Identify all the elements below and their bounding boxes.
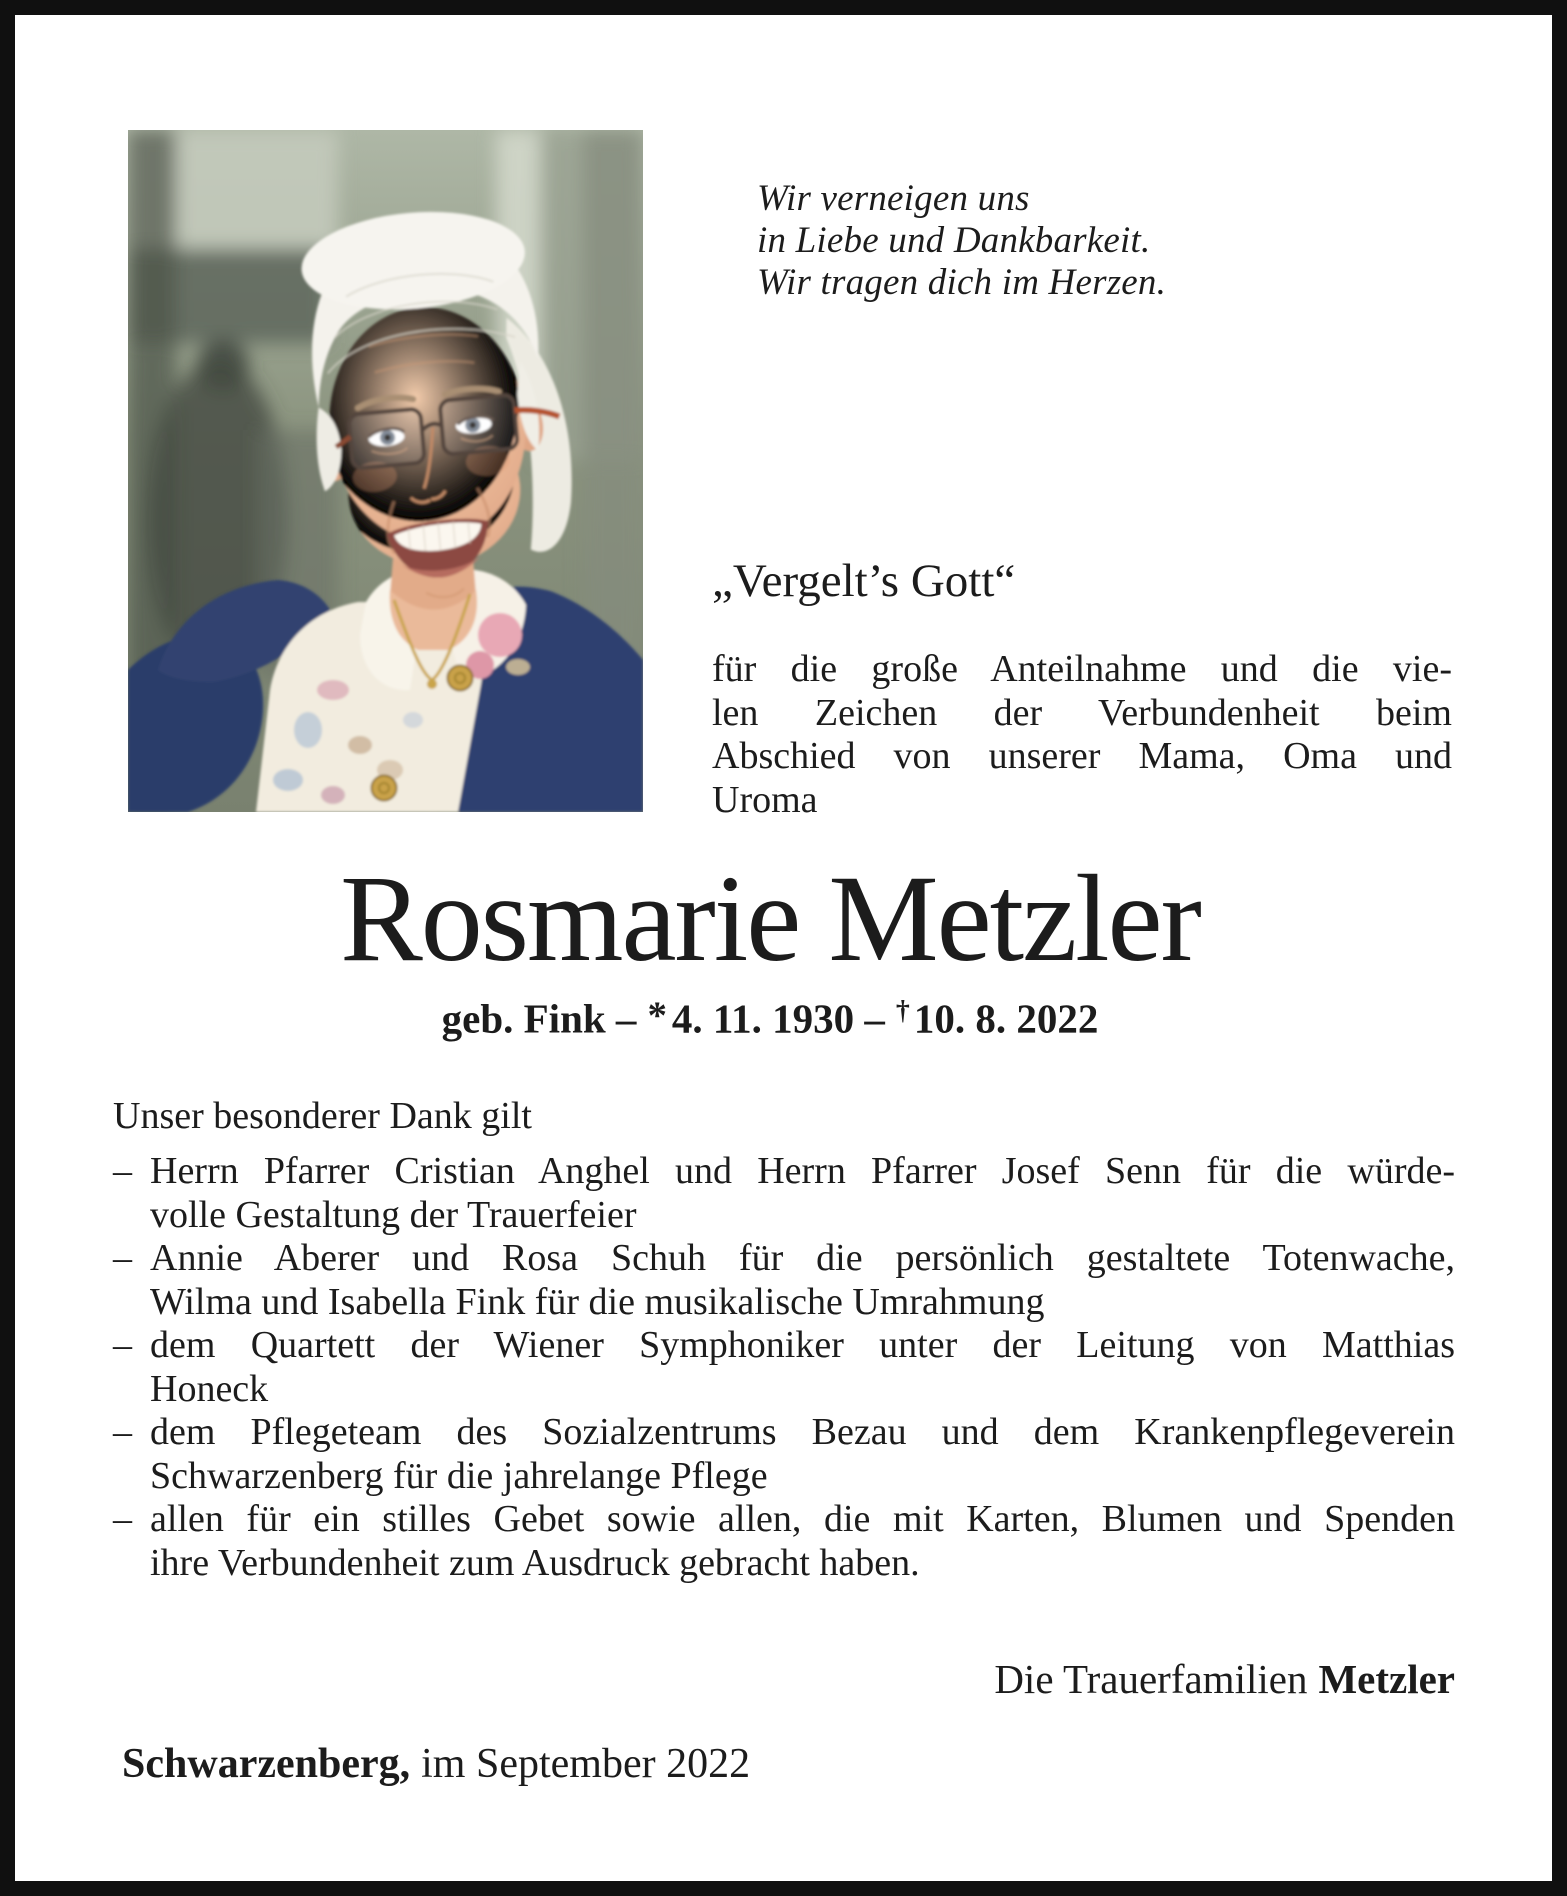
list-item bbox=[113, 1150, 1455, 1237]
dash-bullet: – bbox=[113, 1324, 132, 1366]
closing-signature bbox=[700, 1656, 1455, 1702]
birth-prefix: geb. Fink – bbox=[441, 995, 637, 1042]
birth-star-symbol: * bbox=[647, 994, 667, 1038]
list-item bbox=[113, 1324, 1455, 1411]
deceased-name: Rosmarie Metzler bbox=[340, 850, 1200, 987]
item-line: Annie Aberer und Rosa Schuh für die persönlich gestaltete Totenwache, bbox=[150, 1237, 1455, 1279]
memorial-quote-line: Wir verneigen uns bbox=[757, 178, 1030, 219]
acknowledgement-list bbox=[113, 1150, 1455, 1585]
thanks-paragraph bbox=[712, 648, 1452, 822]
birth-date: 4. 11. 1930 – bbox=[671, 995, 885, 1042]
item-line: Schwarzenberg für die jahrelange Pflege bbox=[150, 1454, 768, 1497]
place-name: Schwarzenberg, bbox=[122, 1741, 411, 1787]
thanks-paragraph-line: len Zeichen der Verbundenheit beim bbox=[712, 691, 1452, 734]
thanks-paragraph-line: für die große Anteilnahme und die vie- bbox=[712, 648, 1452, 690]
item-line: Honeck bbox=[150, 1367, 269, 1410]
memorial-quote bbox=[757, 178, 1166, 304]
headline-vergelts-gott: „Vergelt’s Gott“ bbox=[712, 555, 1016, 607]
item-line: Herrn Pfarrer Cristian Anghel und Herrn Pfarrer Josef Senn für die würde- bbox=[150, 1150, 1455, 1192]
item-line: Wilma und Isabella Fink für die musikalische Umrahmung bbox=[150, 1280, 1045, 1323]
memorial-quote-line: Wir tragen dich im Herzen. bbox=[757, 262, 1167, 303]
item-line: ihre Verbundenheit zum Ausdruck gebracht haben. bbox=[150, 1541, 920, 1584]
portrait-photo bbox=[128, 130, 643, 812]
portrait-photo-graphic bbox=[128, 130, 643, 812]
thanks-paragraph-line: Uroma bbox=[712, 778, 818, 821]
item-line: dem Quartett der Wiener Symphoniker unter der Leitung von Matthias bbox=[150, 1324, 1455, 1366]
dash-bullet: – bbox=[113, 1150, 132, 1192]
list-item bbox=[113, 1411, 1455, 1498]
date-text: im September 2022 bbox=[421, 1741, 751, 1787]
family-name: Metzler bbox=[1318, 1656, 1455, 1702]
dash-bullet: – bbox=[113, 1237, 132, 1279]
list-item bbox=[113, 1237, 1455, 1324]
dash-bullet: – bbox=[113, 1411, 132, 1453]
death-date: 10. 8. 2022 bbox=[913, 995, 1099, 1042]
list-item bbox=[113, 1498, 1455, 1585]
thanks-paragraph-line: Abschied von unserer Mama, Oma und bbox=[712, 735, 1452, 777]
acknowledgement-intro: Unser besonderer Dank gilt bbox=[113, 1095, 532, 1137]
life-dates bbox=[90, 988, 1450, 1041]
dash-bullet: – bbox=[113, 1498, 132, 1540]
death-dagger-symbol: † bbox=[895, 995, 910, 1026]
item-line: volle Gestaltung der Trauerfeier bbox=[150, 1193, 637, 1236]
place-dateline bbox=[122, 1740, 750, 1788]
memorial-quote-line: in Liebe und Dankbarkeit. bbox=[757, 220, 1151, 261]
item-line: dem Pflegeteam des Sozialzentrums Bezau und dem Krankenpflegeverein bbox=[150, 1411, 1455, 1453]
family-prefix: Die Trauerfamilien bbox=[994, 1656, 1308, 1702]
item-line: allen für ein stilles Gebet sowie allen, die mit Karten, Blumen und Spenden bbox=[150, 1498, 1455, 1540]
